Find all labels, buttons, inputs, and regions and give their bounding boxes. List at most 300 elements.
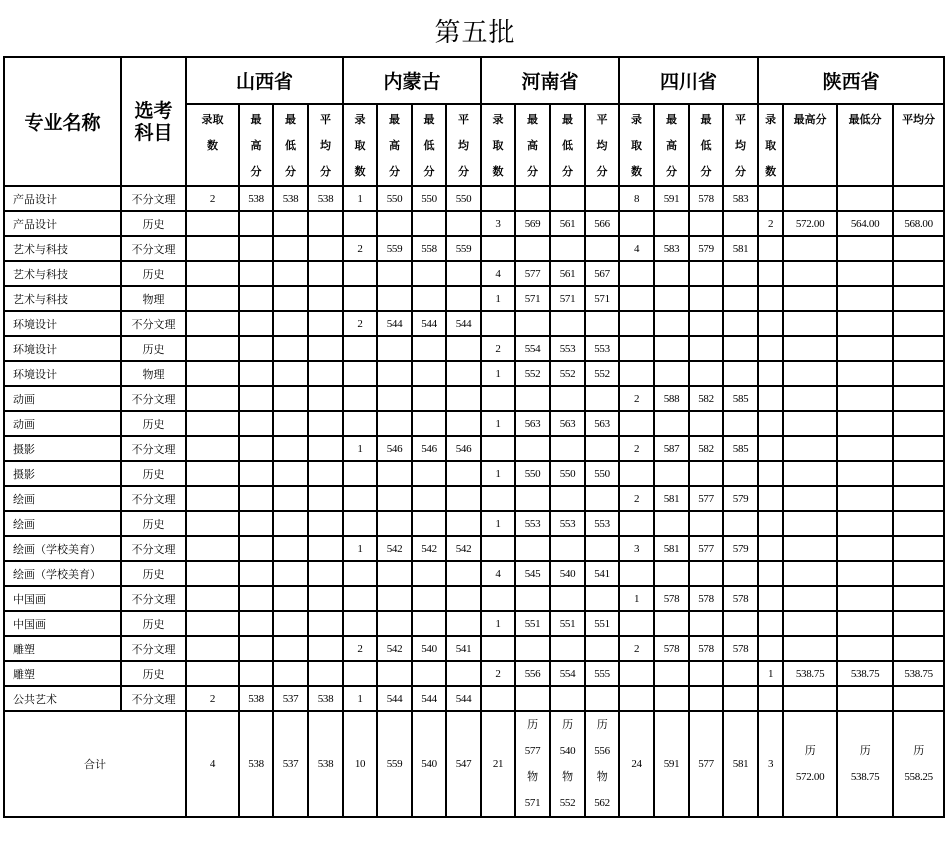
cell-neimenggu-count [343, 561, 377, 586]
cell-shaanxi-max: 538.75 [783, 661, 837, 686]
table-row [4, 686, 944, 711]
cell-shanxi-count [186, 386, 239, 411]
total-shanxi-max: 538 [239, 711, 273, 817]
cell-henan-max [515, 536, 550, 561]
total-shaanxi-count: 3 [758, 711, 783, 817]
cell-henan-max: 553 [515, 511, 550, 536]
cell-major: 艺术与科技 [4, 236, 121, 261]
total-shanxi-avg: 538 [308, 711, 343, 817]
cell-shanxi-avg [308, 261, 343, 286]
cell-henan-max [515, 486, 550, 511]
cell-subject: 历史 [121, 336, 186, 361]
cell-sichuan-min [689, 661, 723, 686]
cell-henan-max [515, 586, 550, 611]
cell-shaanxi-max [783, 411, 837, 436]
cell-shanxi-avg [308, 336, 343, 361]
cell-shanxi-min [273, 411, 308, 436]
subheader-shanxi-avg: 平 均 分 [308, 104, 343, 186]
subheader-henan-min: 最 低 分 [550, 104, 585, 186]
cell-shaanxi-max [783, 361, 837, 386]
cell-subject: 不分文理 [121, 486, 186, 511]
cell-henan-avg [585, 686, 619, 711]
cell-shaanxi-max [783, 536, 837, 561]
cell-major: 中国画 [4, 611, 121, 636]
cell-henan-min [550, 311, 585, 336]
cell-shaanxi-avg [893, 236, 944, 261]
table-row [4, 286, 944, 311]
cell-shaanxi-min [837, 561, 893, 586]
cell-subject: 历史 [121, 511, 186, 536]
cell-sichuan-count: 8 [619, 186, 654, 211]
cell-shanxi-max [239, 661, 273, 686]
cell-sichuan-max [654, 411, 689, 436]
subheader-sichuan-max: 最 高 分 [654, 104, 689, 186]
table-row [4, 336, 944, 361]
cell-shaanxi-avg [893, 186, 944, 211]
cell-neimenggu-max [377, 561, 412, 586]
cell-neimenggu-count [343, 336, 377, 361]
cell-sichuan-min [689, 511, 723, 536]
cell-shanxi-max: 538 [239, 186, 273, 211]
total-shanxi-min: 537 [273, 711, 308, 817]
cell-henan-count [481, 536, 515, 561]
cell-neimenggu-avg: 559 [446, 236, 481, 261]
cell-henan-avg: 563 [585, 411, 619, 436]
cell-shaanxi-count [758, 261, 783, 286]
cell-shaanxi-min [837, 686, 893, 711]
cell-sichuan-min [689, 361, 723, 386]
cell-sichuan-avg: 585 [723, 386, 758, 411]
cell-neimenggu-min: 544 [412, 311, 446, 336]
cell-subject: 物理 [121, 361, 186, 386]
cell-shanxi-count [186, 586, 239, 611]
cell-henan-avg: 571 [585, 286, 619, 311]
cell-henan-avg [585, 311, 619, 336]
cell-henan-avg [585, 536, 619, 561]
table-row [4, 386, 944, 411]
cell-sichuan-min: 578 [689, 636, 723, 661]
cell-sichuan-count [619, 261, 654, 286]
cell-henan-min: 554 [550, 661, 585, 686]
cell-shanxi-max [239, 261, 273, 286]
cell-sichuan-min [689, 461, 723, 486]
cell-henan-min: 540 [550, 561, 585, 586]
cell-major: 雕塑 [4, 636, 121, 661]
cell-shanxi-avg [308, 361, 343, 386]
subheader-neimenggu-avg: 平 均 分 [446, 104, 481, 186]
table-row [4, 511, 944, 536]
cell-henan-max: 551 [515, 611, 550, 636]
cell-sichuan-count: 3 [619, 536, 654, 561]
cell-shanxi-min [273, 261, 308, 286]
cell-shaanxi-max [783, 311, 837, 336]
cell-sichuan-max [654, 211, 689, 236]
cell-shaanxi-min [837, 336, 893, 361]
cell-neimenggu-max: 544 [377, 311, 412, 336]
cell-shaanxi-avg [893, 261, 944, 286]
total-neimenggu-count: 10 [343, 711, 377, 817]
cell-subject: 历史 [121, 461, 186, 486]
cell-sichuan-count [619, 661, 654, 686]
cell-sichuan-avg: 578 [723, 586, 758, 611]
cell-sichuan-count [619, 511, 654, 536]
cell-henan-min: 551 [550, 611, 585, 636]
cell-sichuan-min: 579 [689, 236, 723, 261]
cell-subject: 不分文理 [121, 686, 186, 711]
cell-henan-min: 561 [550, 211, 585, 236]
subheader-shaanxi-min: 最低分 [837, 104, 893, 186]
cell-subject: 不分文理 [121, 186, 186, 211]
cell-shanxi-count [186, 536, 239, 561]
header-subject [121, 57, 186, 186]
table-row [4, 211, 944, 236]
cell-shaanxi-min [837, 436, 893, 461]
cell-shanxi-max: 538 [239, 686, 273, 711]
cell-shaanxi-min [837, 311, 893, 336]
table-row [4, 486, 944, 511]
cell-henan-count [481, 186, 515, 211]
cell-shanxi-avg [308, 236, 343, 261]
cell-sichuan-min [689, 411, 723, 436]
cell-neimenggu-avg [446, 561, 481, 586]
subheader-shaanxi-count: 录 取 数 [758, 104, 783, 186]
cell-shanxi-max [239, 236, 273, 261]
cell-subject: 不分文理 [121, 386, 186, 411]
cell-neimenggu-min [412, 336, 446, 361]
cell-major: 绘画 [4, 486, 121, 511]
cell-neimenggu-avg [446, 486, 481, 511]
cell-neimenggu-max [377, 586, 412, 611]
cell-henan-min [550, 686, 585, 711]
cell-shanxi-avg [308, 661, 343, 686]
cell-shaanxi-avg [893, 536, 944, 561]
cell-major: 产品设计 [4, 186, 121, 211]
cell-shanxi-avg [308, 286, 343, 311]
cell-neimenggu-max: 542 [377, 536, 412, 561]
cell-shanxi-min [273, 336, 308, 361]
cell-neimenggu-max [377, 336, 412, 361]
table-row [4, 636, 944, 661]
cell-subject: 历史 [121, 661, 186, 686]
cell-shanxi-count: 2 [186, 186, 239, 211]
cell-neimenggu-max [377, 211, 412, 236]
cell-shanxi-min [273, 386, 308, 411]
cell-major: 雕塑 [4, 661, 121, 686]
cell-neimenggu-count [343, 386, 377, 411]
cell-neimenggu-min: 558 [412, 236, 446, 261]
cell-subject: 不分文理 [121, 586, 186, 611]
cell-neimenggu-avg [446, 461, 481, 486]
cell-sichuan-count: 1 [619, 586, 654, 611]
header-province-henan: 河南省 [481, 57, 619, 104]
cell-shaanxi-count [758, 511, 783, 536]
cell-neimenggu-count [343, 511, 377, 536]
cell-shanxi-count [186, 411, 239, 436]
cell-shanxi-count [186, 611, 239, 636]
cell-henan-count: 4 [481, 261, 515, 286]
total-shaanxi-avg: 历 558.25 [893, 711, 944, 817]
cell-shanxi-max [239, 561, 273, 586]
cell-neimenggu-max [377, 361, 412, 386]
cell-shaanxi-max [783, 286, 837, 311]
total-henan-max: 历 577 物 571 [515, 711, 550, 817]
cell-shanxi-min [273, 661, 308, 686]
cell-neimenggu-min [412, 661, 446, 686]
cell-sichuan-min: 577 [689, 536, 723, 561]
subheader-henan-max: 最 高 分 [515, 104, 550, 186]
cell-shaanxi-count [758, 411, 783, 436]
total-henan-avg: 历 556 物 562 [585, 711, 619, 817]
cell-henan-avg: 541 [585, 561, 619, 586]
cell-subject: 历史 [121, 561, 186, 586]
total-sichuan-max: 591 [654, 711, 689, 817]
table-row [4, 311, 944, 336]
cell-shanxi-avg [308, 386, 343, 411]
cell-henan-avg [585, 236, 619, 261]
cell-shaanxi-count [758, 186, 783, 211]
subheader-sichuan-count: 录 取 数 [619, 104, 654, 186]
cell-shanxi-avg: 538 [308, 686, 343, 711]
cell-shanxi-max [239, 486, 273, 511]
cell-shanxi-avg [308, 536, 343, 561]
cell-shaanxi-max [783, 336, 837, 361]
cell-subject: 不分文理 [121, 436, 186, 461]
cell-henan-max: 554 [515, 336, 550, 361]
cell-shaanxi-min [837, 186, 893, 211]
cell-neimenggu-max: 546 [377, 436, 412, 461]
cell-henan-avg [585, 386, 619, 411]
cell-neimenggu-min: 546 [412, 436, 446, 461]
cell-shaanxi-avg [893, 461, 944, 486]
cell-sichuan-count: 4 [619, 236, 654, 261]
subheader-henan-avg: 平 均 分 [585, 104, 619, 186]
cell-sichuan-min [689, 286, 723, 311]
cell-shaanxi-min [837, 286, 893, 311]
total-label: 合计 [4, 711, 186, 817]
cell-shaanxi-avg [893, 436, 944, 461]
cell-sichuan-max [654, 611, 689, 636]
cell-sichuan-avg: 581 [723, 236, 758, 261]
cell-shaanxi-avg [893, 486, 944, 511]
cell-shanxi-count [186, 361, 239, 386]
cell-major: 中国画 [4, 586, 121, 611]
cell-shanxi-min [273, 361, 308, 386]
cell-shanxi-avg [308, 486, 343, 511]
cell-major: 产品设计 [4, 211, 121, 236]
cell-sichuan-avg [723, 311, 758, 336]
cell-henan-min: 552 [550, 361, 585, 386]
cell-neimenggu-avg: 544 [446, 311, 481, 336]
cell-neimenggu-max [377, 511, 412, 536]
cell-henan-count [481, 311, 515, 336]
cell-shaanxi-max [783, 636, 837, 661]
cell-sichuan-min [689, 261, 723, 286]
cell-sichuan-count: 2 [619, 436, 654, 461]
cell-sichuan-avg [723, 361, 758, 386]
cell-shanxi-min: 537 [273, 686, 308, 711]
cell-shaanxi-min: 564.00 [837, 211, 893, 236]
cell-neimenggu-avg [446, 336, 481, 361]
cell-major: 动画 [4, 411, 121, 436]
cell-henan-avg [585, 436, 619, 461]
cell-sichuan-min: 578 [689, 186, 723, 211]
cell-shaanxi-count [758, 486, 783, 511]
cell-shaanxi-max [783, 586, 837, 611]
cell-sichuan-avg: 583 [723, 186, 758, 211]
cell-shanxi-avg [308, 511, 343, 536]
admission-scores-table [3, 56, 945, 818]
cell-sichuan-max: 587 [654, 436, 689, 461]
cell-shaanxi-avg [893, 411, 944, 436]
cell-shaanxi-min [837, 461, 893, 486]
cell-shaanxi-min [837, 636, 893, 661]
cell-shaanxi-count [758, 586, 783, 611]
subheader-sichuan-min: 最 低 分 [689, 104, 723, 186]
cell-shaanxi-min [837, 261, 893, 286]
cell-neimenggu-count [343, 486, 377, 511]
cell-shaanxi-count [758, 536, 783, 561]
cell-neimenggu-max: 550 [377, 186, 412, 211]
cell-sichuan-min [689, 611, 723, 636]
cell-shanxi-min [273, 636, 308, 661]
cell-neimenggu-max [377, 661, 412, 686]
subheader-neimenggu-min: 最 低 分 [412, 104, 446, 186]
cell-henan-count: 1 [481, 461, 515, 486]
cell-sichuan-max [654, 311, 689, 336]
cell-henan-max: 563 [515, 411, 550, 436]
cell-neimenggu-count: 2 [343, 636, 377, 661]
cell-shaanxi-min [837, 361, 893, 386]
cell-sichuan-max [654, 661, 689, 686]
cell-shanxi-count [186, 486, 239, 511]
cell-shanxi-max [239, 336, 273, 361]
cell-sichuan-count: 2 [619, 636, 654, 661]
total-row [4, 711, 944, 817]
cell-sichuan-min: 577 [689, 486, 723, 511]
cell-sichuan-count [619, 686, 654, 711]
cell-henan-avg [585, 636, 619, 661]
cell-neimenggu-avg [446, 511, 481, 536]
cell-henan-count: 2 [481, 661, 515, 686]
cell-neimenggu-count [343, 361, 377, 386]
cell-shanxi-avg [308, 561, 343, 586]
cell-major: 动画 [4, 386, 121, 411]
cell-neimenggu-max: 542 [377, 636, 412, 661]
cell-shanxi-count [186, 636, 239, 661]
cell-neimenggu-min [412, 586, 446, 611]
total-sichuan-min: 577 [689, 711, 723, 817]
cell-sichuan-avg: 585 [723, 436, 758, 461]
cell-shaanxi-avg: 538.75 [893, 661, 944, 686]
cell-henan-count [481, 436, 515, 461]
cell-shaanxi-avg [893, 511, 944, 536]
cell-neimenggu-count [343, 586, 377, 611]
cell-henan-count [481, 586, 515, 611]
cell-sichuan-avg [723, 511, 758, 536]
cell-henan-max: 571 [515, 286, 550, 311]
cell-sichuan-avg: 578 [723, 636, 758, 661]
cell-shaanxi-count [758, 311, 783, 336]
cell-shaanxi-avg [893, 636, 944, 661]
cell-shaanxi-count [758, 386, 783, 411]
cell-neimenggu-min: 550 [412, 186, 446, 211]
cell-neimenggu-min [412, 486, 446, 511]
cell-shaanxi-count [758, 336, 783, 361]
cell-sichuan-avg [723, 461, 758, 486]
cell-neimenggu-count [343, 261, 377, 286]
cell-neimenggu-max [377, 386, 412, 411]
cell-sichuan-max [654, 261, 689, 286]
cell-neimenggu-min [412, 611, 446, 636]
cell-sichuan-avg [723, 211, 758, 236]
cell-shanxi-avg [308, 636, 343, 661]
cell-sichuan-min [689, 311, 723, 336]
cell-sichuan-max: 583 [654, 236, 689, 261]
cell-shanxi-min [273, 486, 308, 511]
cell-neimenggu-avg [446, 386, 481, 411]
total-henan-min: 历 540 物 552 [550, 711, 585, 817]
cell-sichuan-min [689, 211, 723, 236]
total-shaanxi-max: 历 572.00 [783, 711, 837, 817]
cell-henan-min: 550 [550, 461, 585, 486]
cell-henan-min: 561 [550, 261, 585, 286]
cell-shanxi-max [239, 211, 273, 236]
cell-henan-max [515, 186, 550, 211]
cell-henan-max [515, 436, 550, 461]
cell-shaanxi-count: 2 [758, 211, 783, 236]
cell-shanxi-max [239, 286, 273, 311]
cell-henan-avg: 551 [585, 611, 619, 636]
table-row [4, 236, 944, 261]
cell-henan-max: 577 [515, 261, 550, 286]
cell-neimenggu-min [412, 261, 446, 286]
cell-shaanxi-max [783, 436, 837, 461]
cell-neimenggu-avg [446, 261, 481, 286]
cell-shanxi-max [239, 361, 273, 386]
cell-neimenggu-avg [446, 286, 481, 311]
cell-sichuan-max: 578 [654, 586, 689, 611]
cell-sichuan-min: 578 [689, 586, 723, 611]
cell-shaanxi-min [837, 386, 893, 411]
cell-subject: 不分文理 [121, 536, 186, 561]
cell-subject: 物理 [121, 286, 186, 311]
cell-henan-min [550, 536, 585, 561]
cell-neimenggu-min [412, 511, 446, 536]
cell-neimenggu-max [377, 486, 412, 511]
cell-henan-min [550, 436, 585, 461]
total-neimenggu-min: 540 [412, 711, 446, 817]
cell-major: 绘画（学校美育） [4, 561, 121, 586]
cell-neimenggu-min [412, 561, 446, 586]
cell-neimenggu-min: 544 [412, 686, 446, 711]
cell-sichuan-count [619, 411, 654, 436]
cell-subject: 历史 [121, 411, 186, 436]
cell-sichuan-avg: 579 [723, 536, 758, 561]
cell-shaanxi-avg [893, 286, 944, 311]
cell-shaanxi-avg [893, 611, 944, 636]
header-province-neimenggu: 内蒙古 [343, 57, 481, 104]
header-province-shaanxi: 陕西省 [758, 57, 944, 104]
cell-shanxi-count [186, 561, 239, 586]
cell-sichuan-avg [723, 561, 758, 586]
cell-shanxi-avg [308, 211, 343, 236]
cell-shanxi-min [273, 436, 308, 461]
cell-shaanxi-min [837, 411, 893, 436]
cell-henan-count: 3 [481, 211, 515, 236]
cell-shaanxi-max [783, 611, 837, 636]
cell-major: 摄影 [4, 461, 121, 486]
cell-shaanxi-avg [893, 686, 944, 711]
